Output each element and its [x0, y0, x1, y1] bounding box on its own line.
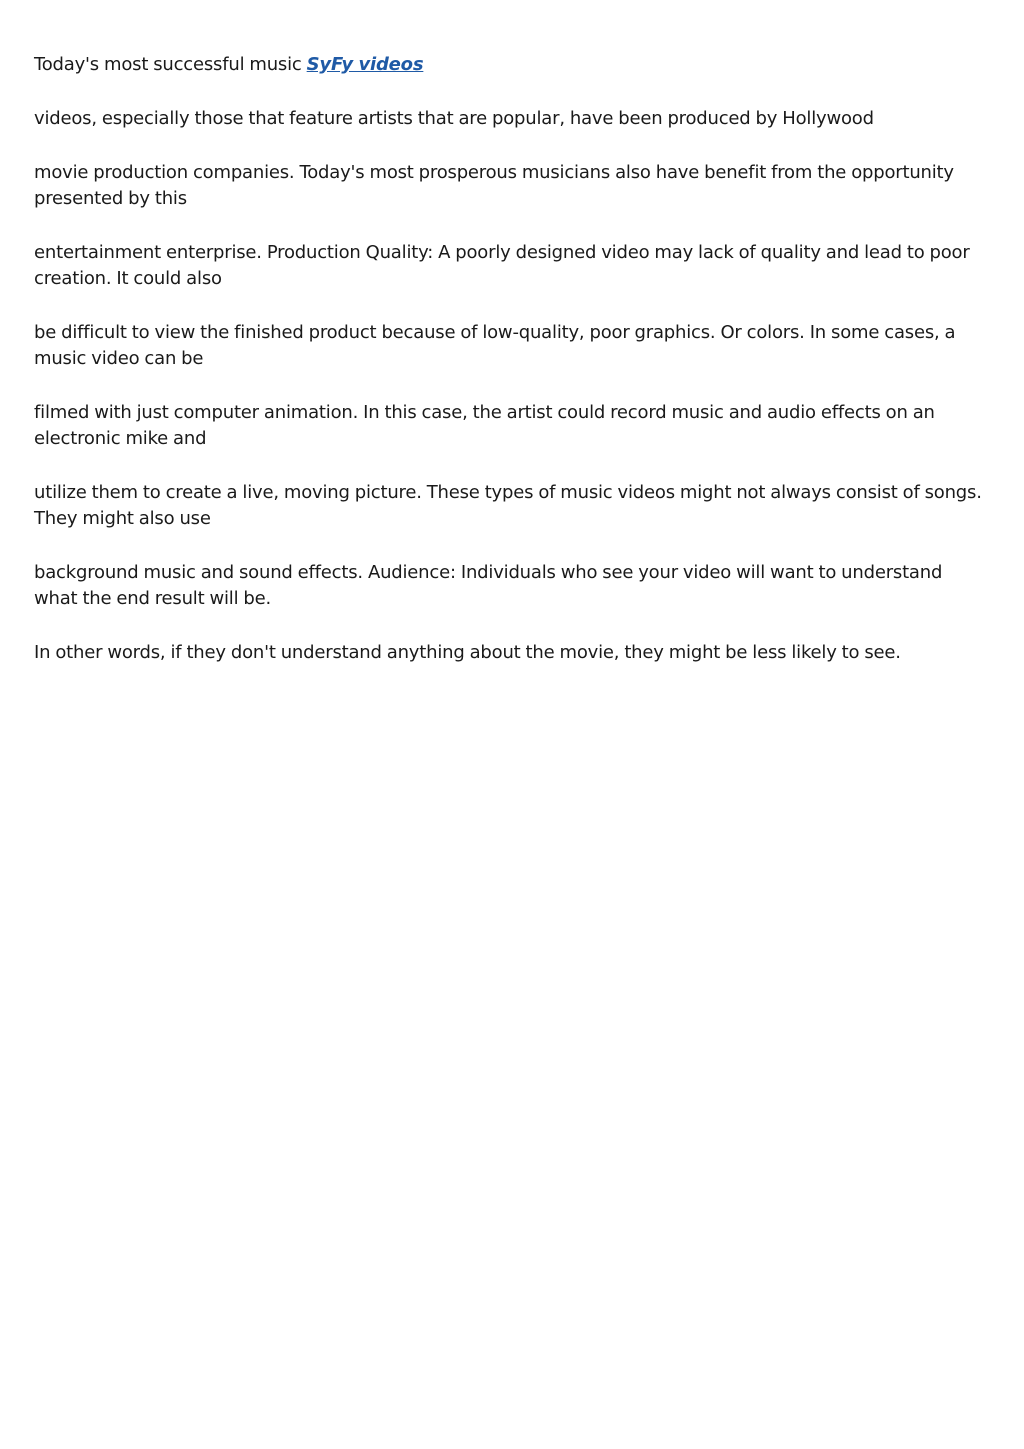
paragraph-5: filmed with just computer animation. In this case, the artist could record music and audio effects on an electronic mike and [34, 402, 935, 449]
intro-text: Today's most successful music [34, 54, 307, 75]
paragraph-3: entertainment enterprise. Production Quality: A poorly designed video may lack of quality and lead to poor creation. It could also [34, 242, 970, 289]
paragraph-6: utilize them to create a live, moving picture. These types of music videos might not always consist of songs. They might also use [34, 482, 982, 529]
paragraph-2: movie production companies. Today's most prosperous musicians also have benefit from the opportunity presented by this [34, 162, 954, 209]
paragraph-7: background music and sound effects. Audience: Individuals who see your video will want to understand what the end result will be. [34, 562, 943, 609]
syfy-videos-link[interactable]: SyFy videos [306, 54, 424, 75]
document-body [34, 52, 984, 694]
intro-paragraph [34, 52, 984, 78]
paragraph-4: be difficult to view the finished product because of low-quality, poor graphics. Or colors. In some cases, a music video can be [34, 322, 956, 369]
paragraph-1: videos, especially those that feature artists that are popular, have been produced by Hollywood [34, 108, 874, 129]
paragraph-8: In other words, if they don't understand anything about the movie, they might be less likely to see. [34, 642, 901, 663]
